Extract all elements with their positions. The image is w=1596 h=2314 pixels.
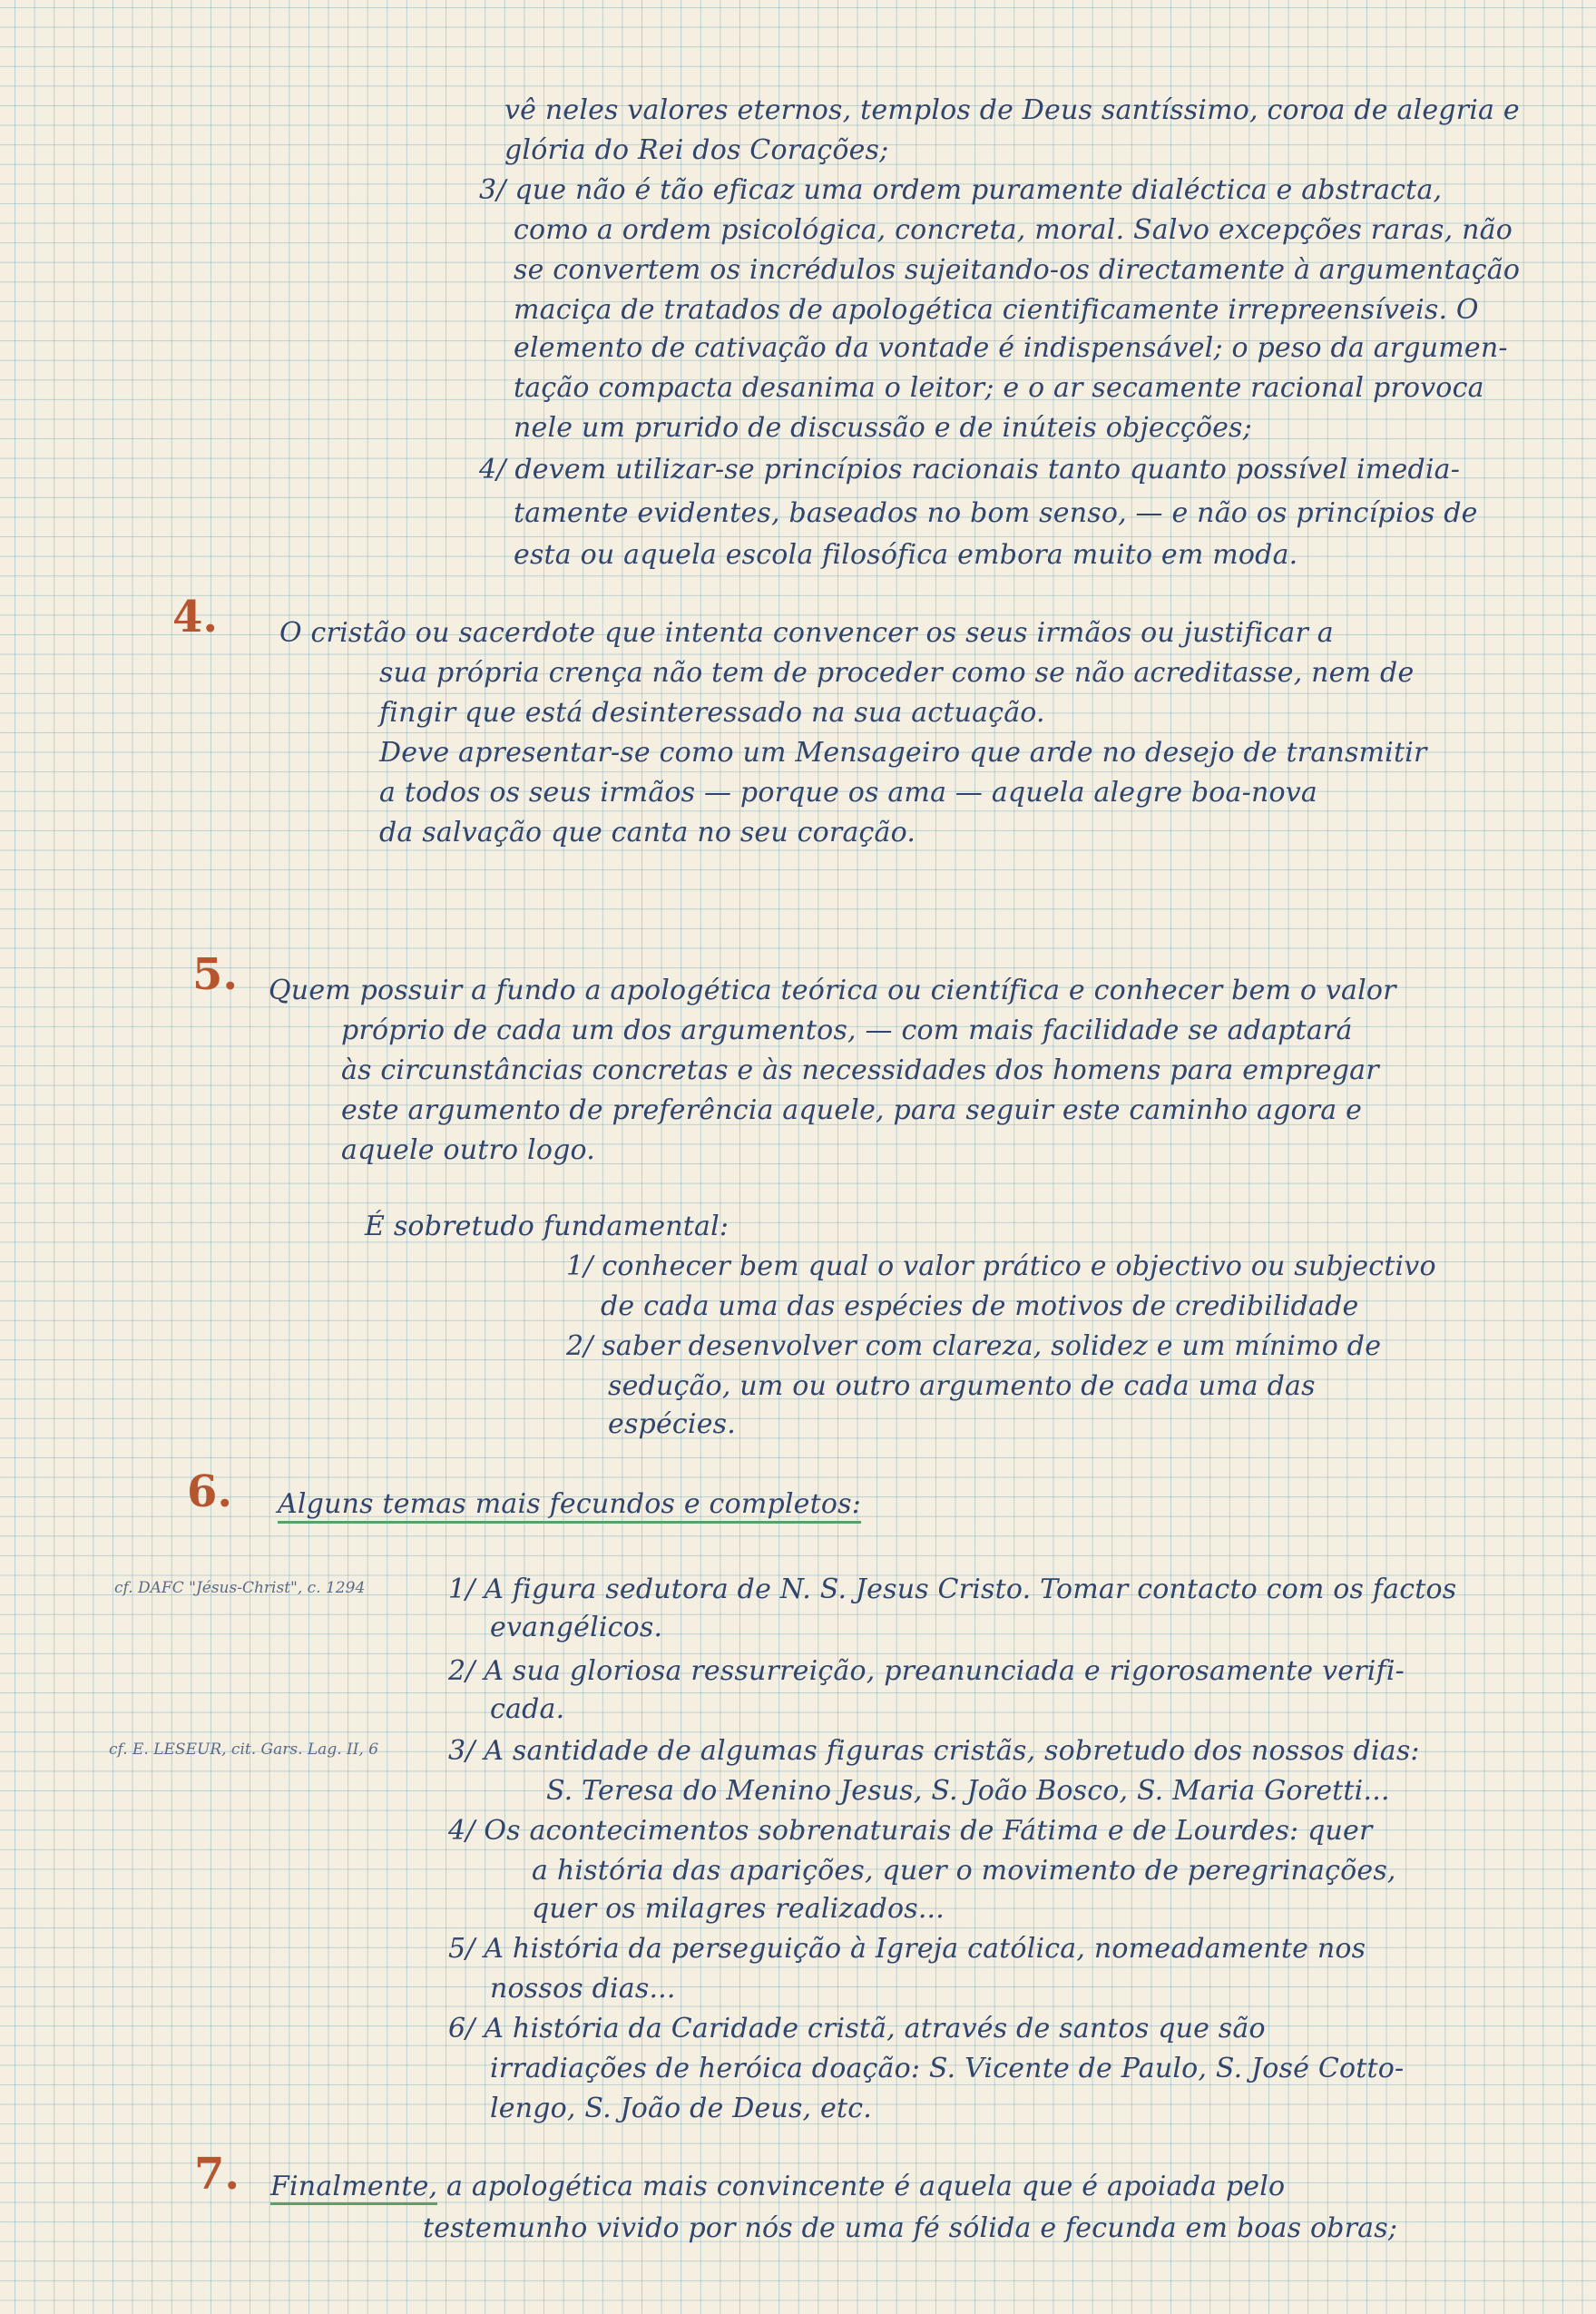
text-line: 1/ A figura sedutora de N. S. Jesus Cristo. Tomar contacto com os factos — [448, 1574, 1457, 1605]
text-line: lengo, S. João de Deus, etc. — [490, 2093, 872, 2124]
text-line: a história das aparições, quer o movimento de peregrinações, — [532, 1855, 1396, 1887]
text-line: 3/ A santidade de algumas figuras cristãs, sobretudo dos nossos dias: — [448, 1735, 1420, 1767]
section-heading: Alguns temas mais fecundos e completos: — [278, 1488, 861, 1524]
section-number: 4. — [172, 592, 219, 642]
text-line: Quem possuir a fundo a apologética teórica ou científica e conhecer bem o valor — [269, 975, 1396, 1006]
margin-note: cf. DAFC "Jésus-Christ", c. 1294 — [114, 1579, 366, 1597]
text-line: sua própria crença não tem de proceder como se não acreditasse, nem de — [379, 657, 1415, 689]
text-line: 6/ A história da Caridade cristã, através de santos que são — [448, 2013, 1266, 2044]
text-line: sedução, um ou outro argumento de cada uma das — [608, 1370, 1316, 1402]
text-line: 1/ conhecer bem qual o valor prático e objectivo ou subjectivo — [566, 1250, 1436, 1282]
underlined-word: Finalmente, — [270, 2171, 437, 2205]
text-line: aquele outro logo. — [341, 1134, 595, 1166]
section-number: 7. — [194, 2149, 240, 2200]
text-line: 3/ que não é tão eficaz uma ordem puramente dialéctica e abstracta, — [479, 174, 1443, 206]
text-line: cada. — [490, 1693, 565, 1725]
text-line: tação compacta desanima o leitor; e o ar secamente racional provoca — [514, 372, 1484, 404]
text-line: 4/ Os acontecimentos sobrenaturais de Fátima e de Lourdes: quer — [448, 1815, 1373, 1847]
text-line: este argumento de preferência aquele, para seguir este caminho agora e — [341, 1094, 1363, 1126]
text-line: maciça de tratados de apologética cientificamente irrepreensíveis. O — [514, 294, 1479, 326]
text-line: como a ordem psicológica, concreta, moral. Salvo excepções raras, não — [514, 214, 1513, 246]
text-line: testemunho vivido por nós de uma fé sólida e fecunda em boas obras; — [423, 2212, 1398, 2244]
text-line: espécies. — [608, 1408, 736, 1440]
text-line: 4/ devem utilizar-se princípios racionais tanto quanto possível imedia- — [479, 454, 1461, 485]
text-line: evangélicos. — [490, 1612, 663, 1643]
text-line: elemento de cativação da vontade é indispensável; o peso da argumen- — [514, 332, 1508, 364]
text-line: O cristão ou sacerdote que intenta convencer os seus irmãos ou justificar a — [279, 617, 1334, 649]
text-line: 5/ A história da perseguição à Igreja católica, nomeadamente nos — [448, 1933, 1366, 1965]
text-line: nele um prurido de discussão e de inúteis objecções; — [514, 412, 1252, 444]
text-line: se convertem os incrédulos sujeitando-os directamente à argumentação — [514, 254, 1521, 286]
text-line: quer os milagres realizados... — [532, 1893, 945, 1925]
text-line: esta ou aquela escola filosófica embora muito em moda. — [514, 539, 1298, 571]
text-line: 2/ A sua gloriosa ressurreição, preanunciada e rigorosamente verifi- — [448, 1655, 1405, 1687]
text-line: próprio de cada um dos argumentos, — com mais facilidade se adaptará — [341, 1015, 1353, 1046]
margin-note: cf. E. LESEUR, cit. Gars. Lag. II, 6 — [109, 1740, 379, 1759]
section-number: 5. — [192, 949, 239, 1000]
text-line: vê neles valores eternos, templos de Deus santíssimo, coroa de alegria e — [504, 94, 1520, 126]
text-line: da salvação que canta no seu coração. — [379, 817, 916, 848]
text-line — [270, 2171, 1285, 2202]
text-line: irradiações de heróica doação: S. Vicente de Paulo, S. José Cotto- — [490, 2053, 1405, 2084]
text-line: fingir que está desinteressado na sua actuação. — [379, 697, 1045, 729]
text-line: às circunstâncias concretas e às necessidades dos homens para empregar — [341, 1054, 1379, 1086]
text-line: a todos os seus irmãos — porque os ama — aquela alegre boa-nova — [379, 777, 1317, 809]
text-line: 2/ saber desenvolver com clareza, solidez e um mínimo de — [566, 1330, 1382, 1362]
text-line: de cada uma das espécies de motivos de credibilidade — [601, 1290, 1359, 1322]
text-span: a apologética mais convincente é aquela que é apoiada pelo — [446, 2171, 1286, 2202]
text-line: nossos dias... — [490, 1973, 676, 2005]
text-line: glória do Rei dos Corações; — [504, 134, 889, 166]
text-line: tamente evidentes, baseados no bom senso, — e não os princípios de — [514, 497, 1478, 529]
section-number: 6. — [187, 1466, 233, 1517]
text-line: S. Teresa do Menino Jesus, S. João Bosco, S. Maria Goretti... — [546, 1775, 1390, 1807]
text-line: Deve apresentar-se como um Mensageiro que arde no desejo de transmitir — [379, 737, 1427, 769]
text-line: É sobretudo fundamental: — [365, 1211, 729, 1242]
